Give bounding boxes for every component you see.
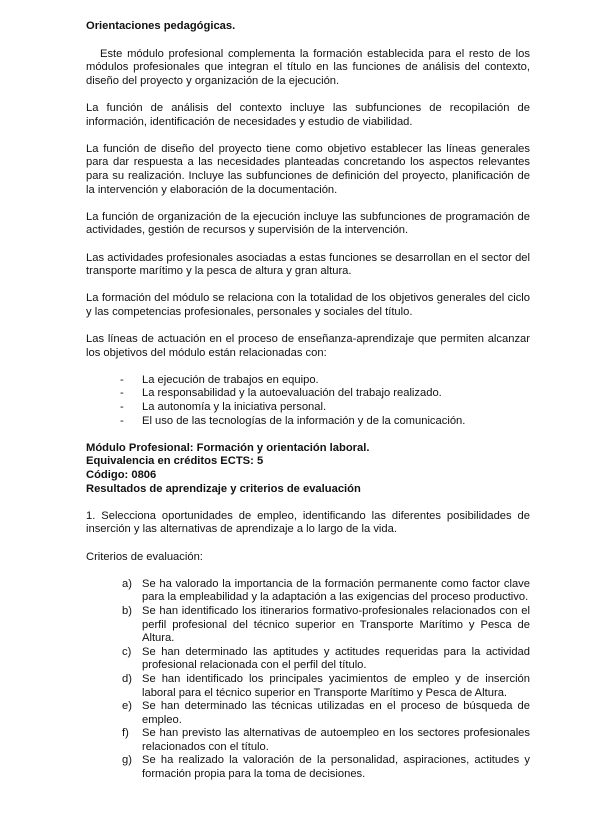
module-name: Módulo Profesional: Formación y orientación laboral. — [86, 441, 370, 454]
list-item-text: El uso de las tecnologías de la información y de la comunicación. — [142, 414, 466, 427]
paragraph-execution: La función de organización de la ejecución incluye las subfunciones de programación de actividades, gestión de recursos y supervisión de la intervención. — [86, 210, 530, 237]
criteria-item — [122, 700, 530, 727]
criteria-text: Se han determinado las técnicas utilizadas en el proceso de búsqueda de empleo. — [142, 700, 530, 726]
list-item — [120, 374, 530, 388]
criteria-text: Se ha valorado la importancia de la formación permanente como factor clave para la empleabilidad y la adaptación a las exigencias del proceso productivo. — [142, 577, 530, 604]
module-code: Código: 0806 — [86, 469, 157, 481]
paragraph-objectives: La formación del módulo se relaciona con la totalidad de los objetivos generales del ciclo y las competencias profesionales, personales y sociales del título. — [86, 292, 530, 318]
criteria-text: Se han identificado los principales yacimientos de empleo y de inserción laboral para el técnico superior en Transporte Marítimo y Pesca de Altura. — [142, 672, 530, 699]
criteria-text: Se han previsto las alternativas de autoempleo en los sectores profesionales relacionados con el título. — [142, 727, 530, 753]
paragraph-professional-activities: Las actividades profesionales asociadas a estas funciones se desarrollan en el sector del transporte marítimo y la pesca de altura y gran altura. — [86, 251, 530, 278]
paragraph-context-analysis: La función de análisis del contexto incluye las subfunciones de recopilación de información, identificación de necesidades y estudio de viabilidad. — [86, 101, 530, 128]
list-item-text: La ejecución de trabajos en equipo. — [142, 373, 319, 386]
criteria-label: Criterios de evaluación: — [86, 550, 203, 563]
action-lines-list — [86, 374, 530, 428]
criteria-text: Se ha realizado la valoración de la personalidad, aspiraciones, actitudes y formación propia para la toma de decisiones. — [142, 754, 530, 781]
dash-bullet: - — [120, 414, 124, 427]
paragraph-intro: Este módulo profesional complementa la formación establecida para el resto de los módulos profesionales que integran el título en las funciones de análisis del contexto, diseño del proyecto y organización de la ejecución. — [86, 47, 530, 87]
list-item — [120, 415, 530, 429]
criteria-letter: b) — [122, 604, 132, 617]
module-results-heading: Resultados de aprendizaje y criterios de evaluación — [86, 482, 361, 495]
criteria-item — [122, 578, 530, 605]
criteria-text: Se han determinado las aptitudes y actitudes requeridas para la actividad profesional relacionada con el perfil del título. — [142, 645, 530, 672]
list-item-text: La autonomía y la iniciativa personal. — [142, 401, 327, 414]
criteria-letter: f) — [122, 727, 129, 740]
dash-bullet: - — [120, 387, 124, 400]
paragraph-project-design: La función de diseño del proyecto tiene como objetivo establecer las líneas generales para dar respuesta a las necesidades planteadas concretando los aspectos relevantes para su realización. Incluye las subfunciones de definición del proyecto, planificación de la intervención y elaboración de la documentación. — [86, 142, 530, 196]
criteria-item — [122, 605, 530, 646]
dash-bullet: - — [120, 373, 124, 386]
criteria-letter: a) — [122, 577, 132, 590]
module-header — [86, 442, 530, 496]
criteria-item — [122, 754, 530, 781]
paragraph-action-lines: Las líneas de actuación en el proceso de enseñanza-aprendizaje que permiten alcanzar los objetivos del módulo están relacionadas con: — [86, 333, 530, 359]
criteria-item — [122, 727, 530, 754]
criteria-item — [122, 646, 530, 673]
module-ects: Equivalencia en créditos ECTS: 5 — [86, 455, 264, 468]
criteria-letter: e) — [122, 700, 132, 713]
list-item — [120, 387, 530, 401]
criteria-letter: d) — [122, 672, 132, 685]
criteria-text: Se han identificado los itinerarios formativo-profesionales relacionados con el perfil profesional del técnico superior en Transporte Marítimo y Pesca de Altura. — [142, 604, 530, 645]
list-item-text: La responsabilidad y la autoevaluación del trabajo realizado. — [142, 387, 442, 400]
criteria-letter: c) — [122, 645, 132, 658]
criteria-item — [122, 673, 530, 700]
list-item — [120, 401, 530, 415]
criteria-list — [86, 578, 530, 782]
section-heading: Orientaciones pedagógicas. — [86, 20, 236, 32]
learning-outcome-1: 1. Selecciona oportunidades de empleo, identificando las diferentes posibilidades de inserción y las alternativas de aprendizaje a lo largo de la vida. — [86, 509, 530, 536]
document-page — [86, 20, 530, 782]
criteria-letter: g) — [122, 754, 132, 767]
dash-bullet: - — [120, 401, 124, 414]
